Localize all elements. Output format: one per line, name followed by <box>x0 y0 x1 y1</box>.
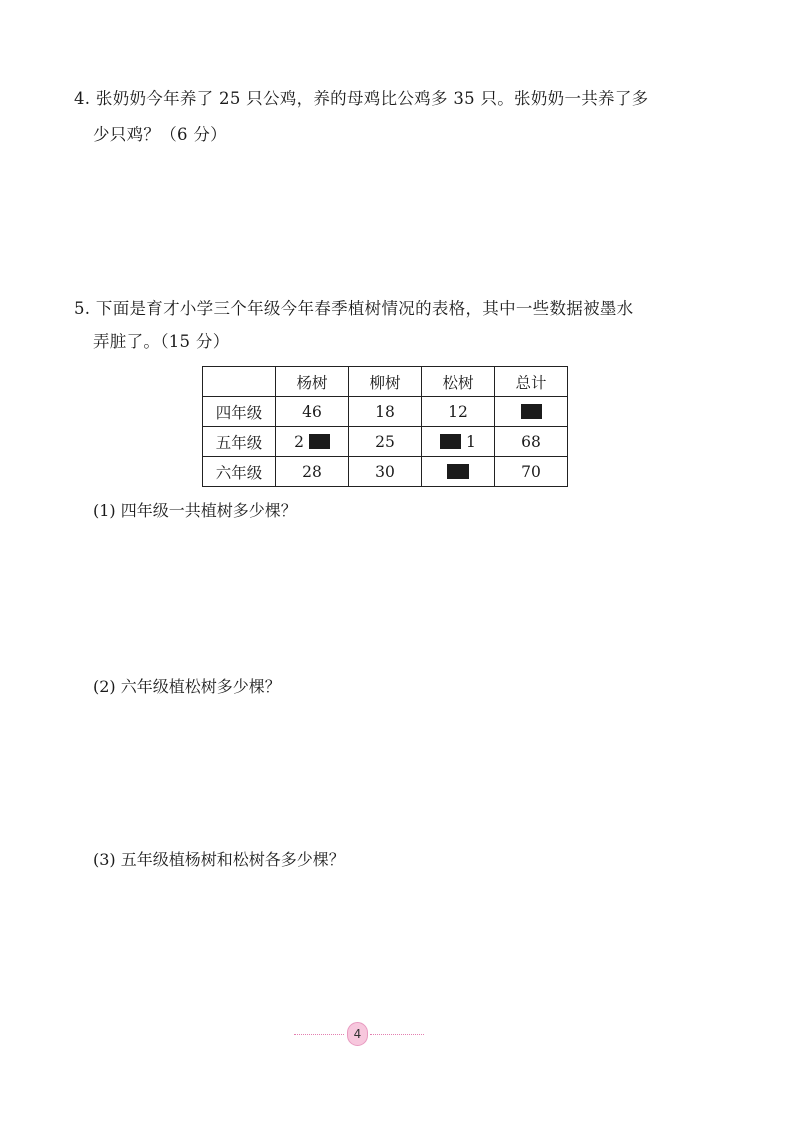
poplar-visible-digit: 2 <box>294 432 304 451</box>
grade-label: 六年级 <box>203 457 276 487</box>
question-4-line-2: 少只鸡？（6 分） <box>93 125 227 144</box>
poplar-cell <box>276 427 349 457</box>
willow-cell: 25 <box>349 427 422 457</box>
question-4-line-1: 4. 张奶奶今年养了 25 只公鸡，养的母鸡比公鸡多 35 只。张奶奶一共养了多 <box>74 89 649 108</box>
table-row <box>203 427 568 457</box>
total-cell <box>495 397 568 427</box>
header-total: 总计 <box>495 367 568 397</box>
header-poplar: 杨树 <box>276 367 349 397</box>
pine-cell: 12 <box>422 397 495 427</box>
table-header-row <box>203 367 568 397</box>
page-footer <box>294 1022 426 1048</box>
ink-blot <box>447 464 469 479</box>
footer-dotted-line-left <box>294 1034 344 1035</box>
ink-blot <box>309 434 330 449</box>
poplar-cell: 46 <box>276 397 349 427</box>
willow-cell: 30 <box>349 457 422 487</box>
table-row <box>203 457 568 487</box>
sub-question-1: (1) 四年级一共植树多少棵？ <box>93 501 297 520</box>
header-pine: 松树 <box>422 367 495 397</box>
willow-cell: 18 <box>349 397 422 427</box>
pine-cell <box>422 427 495 457</box>
poplar-cell: 28 <box>276 457 349 487</box>
sub-question-2: (2) 六年级植松树多少棵？ <box>93 677 281 696</box>
question-5-line-2: 弄脏了。（15 分） <box>93 332 230 351</box>
ink-blot <box>521 404 542 419</box>
pine-cell <box>422 457 495 487</box>
footer-dotted-line-right <box>370 1034 424 1035</box>
total-cell: 70 <box>495 457 568 487</box>
grade-label: 五年级 <box>203 427 276 457</box>
table-row <box>203 397 568 427</box>
ink-blot <box>440 434 461 449</box>
total-cell: 68 <box>495 427 568 457</box>
question-5-line-1: 5. 下面是育才小学三个年级今年春季植树情况的表格，其中一些数据被墨水 <box>74 299 634 318</box>
grade-label: 四年级 <box>203 397 276 427</box>
header-willow: 柳树 <box>349 367 422 397</box>
sub-question-3: (3) 五年级植杨树和松树各多少棵？ <box>93 850 345 869</box>
page-number-badge: 4 <box>347 1022 368 1046</box>
header-empty <box>203 367 276 397</box>
pine-visible-digit: 1 <box>466 432 476 451</box>
tree-planting-table <box>202 366 568 487</box>
